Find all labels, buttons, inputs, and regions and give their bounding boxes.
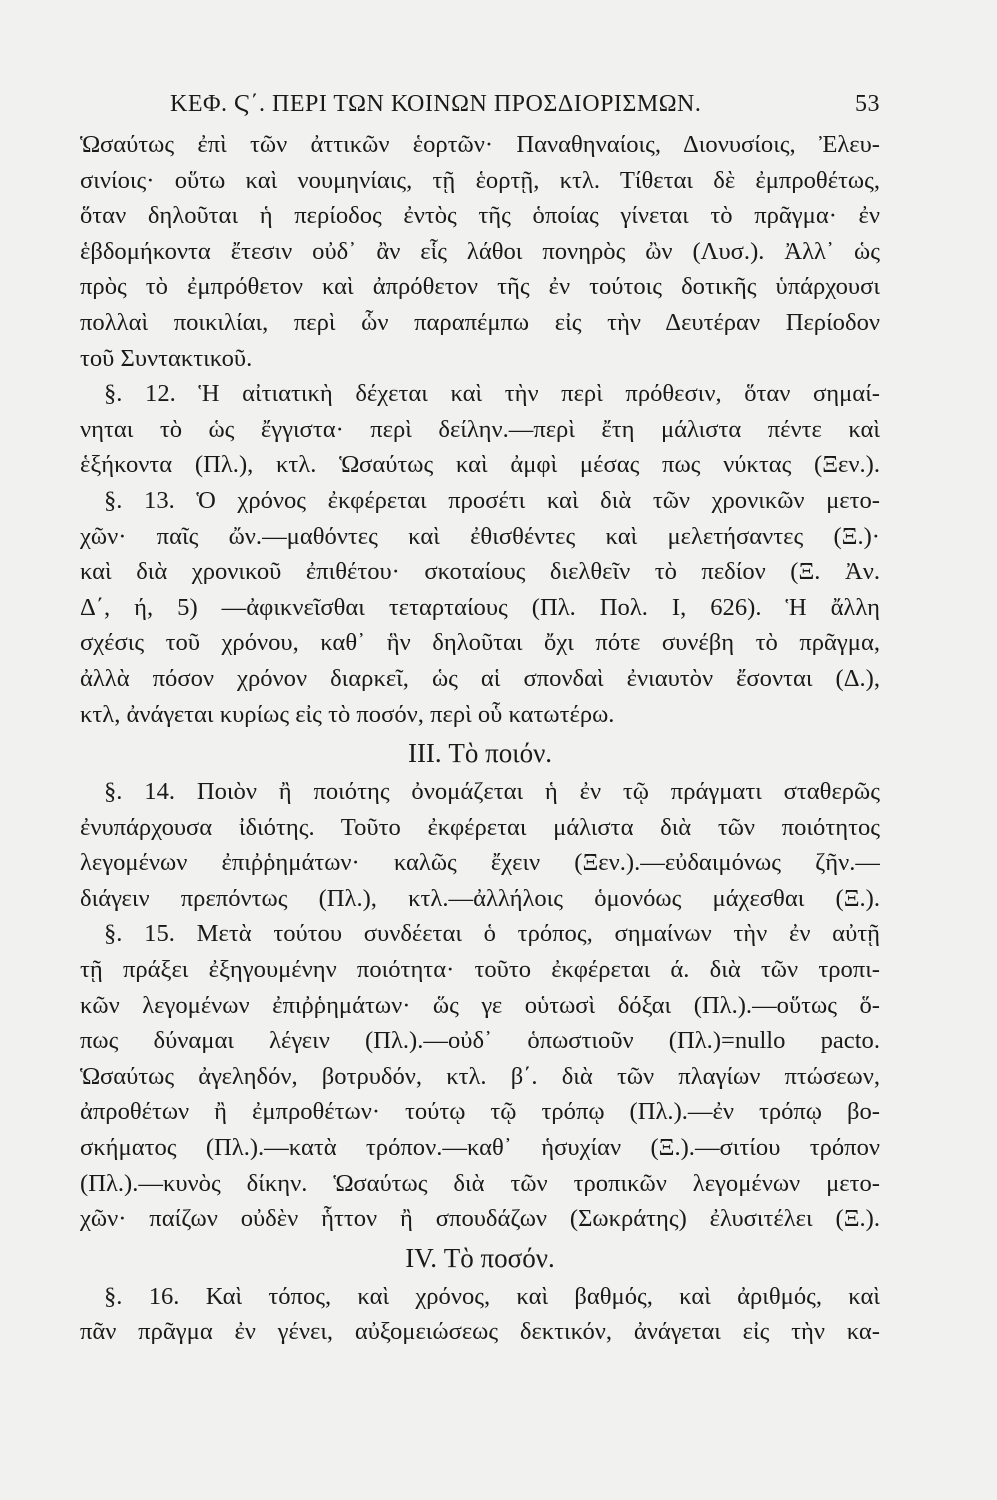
text-line: τοῦ Συντακτικοῦ. — [80, 344, 253, 372]
text-line: πως δύναμαι λέγειν (Πλ.).—οὐδ᾽ ὁπωστιοῦν (Πλ.)=nullo pacto. — [80, 1027, 880, 1055]
text-line: σχέσις τοῦ χρόνου, καθ᾽ ἣν δηλοῦται ὄχι πότε συνέβη τὸ πρᾶγμα, — [80, 629, 880, 657]
body-text — [80, 127, 880, 1350]
text-line: πρὸς τὸ ἐμπρόθετον καὶ ἀπρόθετον τῆς ἐν τούτοις δοτικῆς ὑπάρχουσι — [80, 273, 880, 301]
text-line: ἐνυπάρχουσα ἰδιότης. Τοῦτο ἐκφέρεται μάλιστα διὰ τῶν ποιότητος — [80, 813, 880, 841]
text-line: §. 12. Ἡ αἰτιατικὴ δέχεται καὶ τὴν περὶ πρόθεσιν, ὅταν σημαί- — [104, 380, 880, 408]
text-line: χῶν· παῖς ὤν.—μαθόντες καὶ ἐθισθέντες καὶ μελετήσαντες (Ξ.)· — [80, 522, 880, 550]
text-line: ὅταν δηλοῦται ἡ περίοδος ἐντὸς τῆς ὁποίας γίνεται τὸ πρᾶγμα· ἐν — [80, 202, 880, 230]
text-line: σινίοις· οὕτω καὶ νουμηνίαις, τῇ ἑορτῇ, κτλ. Τίθεται δὲ ἐμπροθέτως, — [80, 166, 880, 194]
text-line: §. 13. Ὁ χρόνος ἐκφέρεται προσέτι καὶ διὰ τῶν χρονικῶν μετο- — [104, 486, 880, 514]
running-title: ΚΕΦ. Ϛ΄. ΠΕΡΙ ΤΩΝ ΚΟΙΝΩΝ ΠΡΟΣΔΙΟΡΙΣΜΩΝ. — [170, 91, 702, 117]
text-line: νηται τὸ ὡς ἔγγιστα· περὶ δείλην.—περὶ ἔτη μάλιστα πέντε καὶ — [80, 415, 880, 443]
section-heading: IV. Τὸ ποσόν. — [405, 1242, 555, 1273]
text-line: Ὡσαύτως ἀγεληδόν, βοτρυδόν, κτλ. β΄. διὰ τῶν πλαγίων πτώσεων, — [80, 1062, 880, 1090]
text-line: ἑβδομήκοντα ἔτεσιν οὐδ᾽ ἂν εἷς λάθοι πονηρὸς ὢν (Λυσ.). Ἀλλ᾽ ὡς — [80, 237, 880, 265]
text-line: ἑξήκοντα (Πλ.), κτλ. Ὡσαύτως καὶ ἀμφὶ μέσας πως νύκτας (Ξεν.). — [80, 451, 880, 479]
section-heading: III. Τὸ ποιόν. — [407, 738, 553, 769]
text-line: Δ΄, ή, 5) —ἀφικνεῖσθαι τεταρταίους (Πλ. Πολ. Ι, 626). Ἡ ἄλλη — [80, 593, 880, 621]
page-number: 53 — [855, 91, 880, 117]
text-line: §. 15. Μετὰ τούτου συνδέεται ὁ τρόπος, σημαίνων τὴν ἐν αὐτῇ — [104, 920, 880, 948]
text-line: §. 16. Καὶ τόπος, καὶ χρόνος, καὶ βαθμός, καὶ ἀριθμός, καὶ — [104, 1282, 880, 1310]
text-line: τῇ πράξει ἐξηγουμένην ποιότητα· τοῦτο ἐκφέρεται ά. διὰ τῶν τροπι- — [80, 956, 880, 984]
text-line: διάγειν πρεπόντως (Πλ.), κτλ.—ἀλλήλοις ὁμονόως μάχεσθαι (Ξ.). — [80, 884, 880, 912]
text-line: κτλ, ἀνάγεται κυρίως εἰς τὸ ποσόν, περὶ οὗ κατωτέρω. — [80, 700, 615, 728]
text-line: χῶν· παίζων οὐδὲν ἧττον ἢ σπουδάζων (Σωκράτης) ἐλυσιτέλει (Ξ.). — [80, 1205, 880, 1233]
page-header — [170, 91, 880, 121]
text-line: σκήματος (Πλ.).—κατὰ τρόπον.—καθ᾽ ἡσυχίαν (Ξ.).—σιτίου τρόπον — [80, 1134, 880, 1162]
text-line: ἀλλὰ πόσον χρόνον διαρκεῖ, ὡς αἱ σπονδαὶ ἐνιαυτὸν ἔσονται (Δ.), — [80, 664, 880, 692]
text-line: πολλαὶ ποικιλίαι, περὶ ὧν παραπέμπω εἰς τὴν Δευτέραν Περίοδον — [80, 308, 880, 336]
text-line: καὶ διὰ χρονικοῦ ἐπιθέτου· σκοταίους διελθεῖν τὸ πεδίον (Ξ. Ἀν. — [80, 558, 880, 586]
text-line: λεγομένων ἐπιῤῥημάτων· καλῶς ἔχειν (Ξεν.).—εὐδαιμόνως ζῆν.— — [80, 849, 880, 877]
text-line: πᾶν πρᾶγμα ἐν γένει, αὐξομειώσεως δεκτικόν, ἀνάγεται εἰς τὴν κα- — [80, 1318, 880, 1346]
text-line: κῶν λεγομένων ἐπιῤῥημάτων· ὥς γε οὑτωσὶ δόξαι (Πλ.).—οὕτως ὅ- — [80, 991, 880, 1019]
text-line: §. 14. Ποιὸν ἢ ποιότης ὀνομάζεται ἡ ἐν τῷ πράγματι σταθερῶς — [104, 778, 880, 806]
text-line: Ὡσαύτως ἐπὶ τῶν ἀττικῶν ἑορτῶν· Παναθηναίοις, Διονυσίοις, Ἐλευ- — [80, 131, 880, 158]
text-line: ἀπροθέτων ἢ ἐμπροθέτων· τούτῳ τῷ τρόπῳ (Πλ.).—ἐν τρόπῳ βο- — [80, 1098, 880, 1126]
text-line: (Πλ.).—κυνὸς δίκην. Ὡσαύτως διὰ τῶν τροπικῶν λεγομένων μετο- — [80, 1169, 880, 1197]
